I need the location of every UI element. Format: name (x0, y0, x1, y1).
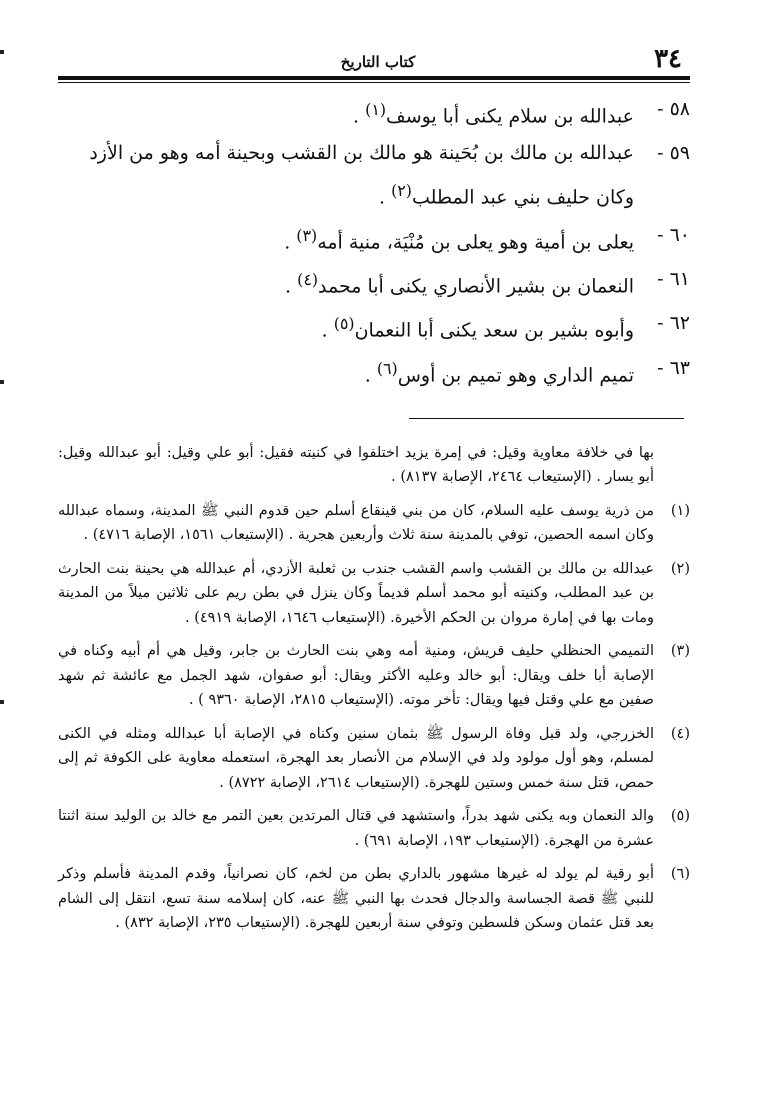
footnote-text: الخزرجي، ولد قبل وفاة الرسول ﷺ بثمان سنين وكناه في الإصابة أبا عبدالله ومثله في الكنى لمسلم، وهو أول مولود ولد في الإسلام من الأنصار بعد الهجرة، استعمله معاوية على الكوفة ثم إلى حمص، قتل سنة خمس وستين للهجرة. (الإستيعاب ٢٦١٤، الإصابة ٨٧٢٢) . (58, 725, 654, 791)
footnote-separator (409, 418, 684, 419)
running-title: كتاب التاريخ (340, 53, 416, 71)
page-number: ٣٤ (654, 44, 682, 74)
header-rule-thick (58, 76, 690, 80)
footnote-2 (58, 557, 690, 631)
entry-number: ٦١ - (657, 267, 690, 290)
footnote-1 (58, 499, 690, 548)
footnote-text: التميمي الحنظلي حليف قريش، ومنية أمه وهي بنت الحارث بن جابر، وقيل هي أم أبيه وكناه في الإصابة أبا خلف ويقال: أبو خالد وعليه الأكثر ويقال: أبو صفوان، شهد الجمل مع عائشة ثم شهد صفين مع علي وقتل فيها ويقال: تأخر موته. (الإستيعاب ٢٨١٥، الإصابة ٩٣٦٠ ) . (58, 643, 654, 709)
entry-62 (58, 305, 690, 349)
page-header (58, 44, 690, 74)
entry-text: يعلى بن أمية وهو يعلى بن مُنْيَة، منية أمه (317, 230, 634, 253)
footnote-text: بها في خلافة معاوية وقيل: في إمرة يزيد اختلفوا في كنيته فقيل: أبو علي وقيل: أبو عبدالله وقيل: أبو يسار . (الإستيعاب ٢٤٦٤، الإصابة ٨١٣٧) . (58, 444, 654, 486)
scan-mark-lower (0, 700, 4, 704)
entry-number: ٥٩ - (657, 142, 690, 165)
entry-text: عبدالله بن مالك بن بُحَينة هو مالك بن القشب وبحينة أمه وهو من الأزد وكان حليف بني عبد المطلب (89, 142, 634, 209)
footnote-number: (٤) (670, 725, 690, 742)
entry-number: ٦٣ - (657, 356, 690, 379)
entry-61 (58, 261, 690, 305)
entry-60 (58, 217, 690, 261)
scan-mark-top (0, 50, 4, 54)
footnote-number: (١) (670, 502, 690, 519)
entry-tail: . (353, 105, 366, 128)
entry-text: عبدالله بن سلام يكنى أبا يوسف (386, 105, 634, 128)
footnote-ref: (٦) (376, 358, 398, 378)
footnote-text: عبدالله بن مالك بن القشب واسم القشب جندب بن ثعلبة الأزدي، أم عبدالله هي بحينة بنت الحارث بن عبد المطلب، وكنيته أبو محمد أسلم قديماً وكان ينزل في بطن ريم على ثلاثين ميلاً من المدينة ومات بها في إمارة مروان بن الحكم الأخيرة. (الإستيعاب ١٦٤٦، الإصابة ٤٩١٩) . (58, 560, 654, 626)
book-page (58, 44, 690, 945)
footnote-text: والد النعمان وبه يكنى شهد بدراً، واستشهد في قتال المرتدين بعين التمر مع خالد بن الوليد سنة اثنتا عشرة من الهجرة. (الإستيعاب ١٩٣، الإصابة ٦٩١) . (58, 808, 654, 849)
footnote-number: (٦) (670, 866, 690, 883)
footnotes (58, 441, 690, 936)
entry-number: ٥٨ - (657, 98, 690, 120)
footnote-number: (٥) (670, 808, 690, 825)
entry-text: وأبوه بشير بن سعد يكنى أبا النعمان (354, 319, 634, 342)
entry-tail: . (321, 319, 334, 342)
footnote-3 (58, 639, 690, 713)
scan-mark-middle (0, 380, 4, 384)
entry-59 (58, 135, 690, 216)
footnote-ref: (٣) (296, 225, 318, 245)
entry-text: تميم الداري وهو تميم بن أوس (397, 363, 634, 386)
main-entries (58, 91, 690, 394)
entry-text: النعمان بن بشير الأنصاري يكنى أبا محمد (318, 275, 634, 298)
footnote-ref: (٢) (391, 181, 412, 201)
entry-58 (58, 91, 690, 135)
entry-63 (58, 350, 690, 394)
footnote-number: (٣) (670, 643, 690, 660)
entry-tail: . (285, 275, 298, 298)
footnote-5 (58, 804, 690, 853)
header-rule-thin (58, 82, 690, 83)
entry-tail: . (378, 186, 392, 209)
entry-number: ٦٢ - (657, 312, 690, 335)
footnote-text: من ذرية يوسف عليه السلام، كان من بني قينقاع أسلم حين قدوم النبي ﷺ المدينة، وسماه عبدالله وكان اسمه الحصين، توفي بالمدينة سنة ثلاث وأربعين هجرية . (الإستيعاب ١٥٦١، الإصابة ٤٧١٦) . (58, 502, 654, 544)
footnote-ref: (٤) (297, 269, 319, 289)
entry-number: ٦٠ - (657, 223, 690, 246)
entry-tail: . (284, 230, 297, 253)
footnote-6 (58, 862, 690, 936)
entry-tail: . (364, 363, 377, 386)
footnote-text: أبو رقية لم يولد له غيرها مشهور بالداري بطن من لخم، كان نصرانياً، وقدم المدينة فأسلم وذكر للنبي ﷺ قصة الجساسة والدجال فحدث بها النبي ﷺ عنه، كان إسلامه سنة تسع، انتقل إلى الشام بعد قتل عثمان وسكن فلسطين وتوفي سنة أربعين للهجرة. (الإستيعاب ٢٣٥، الإصابة ٨٣٢) . (58, 866, 654, 932)
footnote-ref: (١) (365, 100, 387, 119)
footnote-ref: (٥) (333, 314, 355, 334)
footnote-4 (58, 722, 690, 796)
footnote-continuation (58, 441, 690, 490)
footnote-number: (٢) (670, 560, 690, 577)
